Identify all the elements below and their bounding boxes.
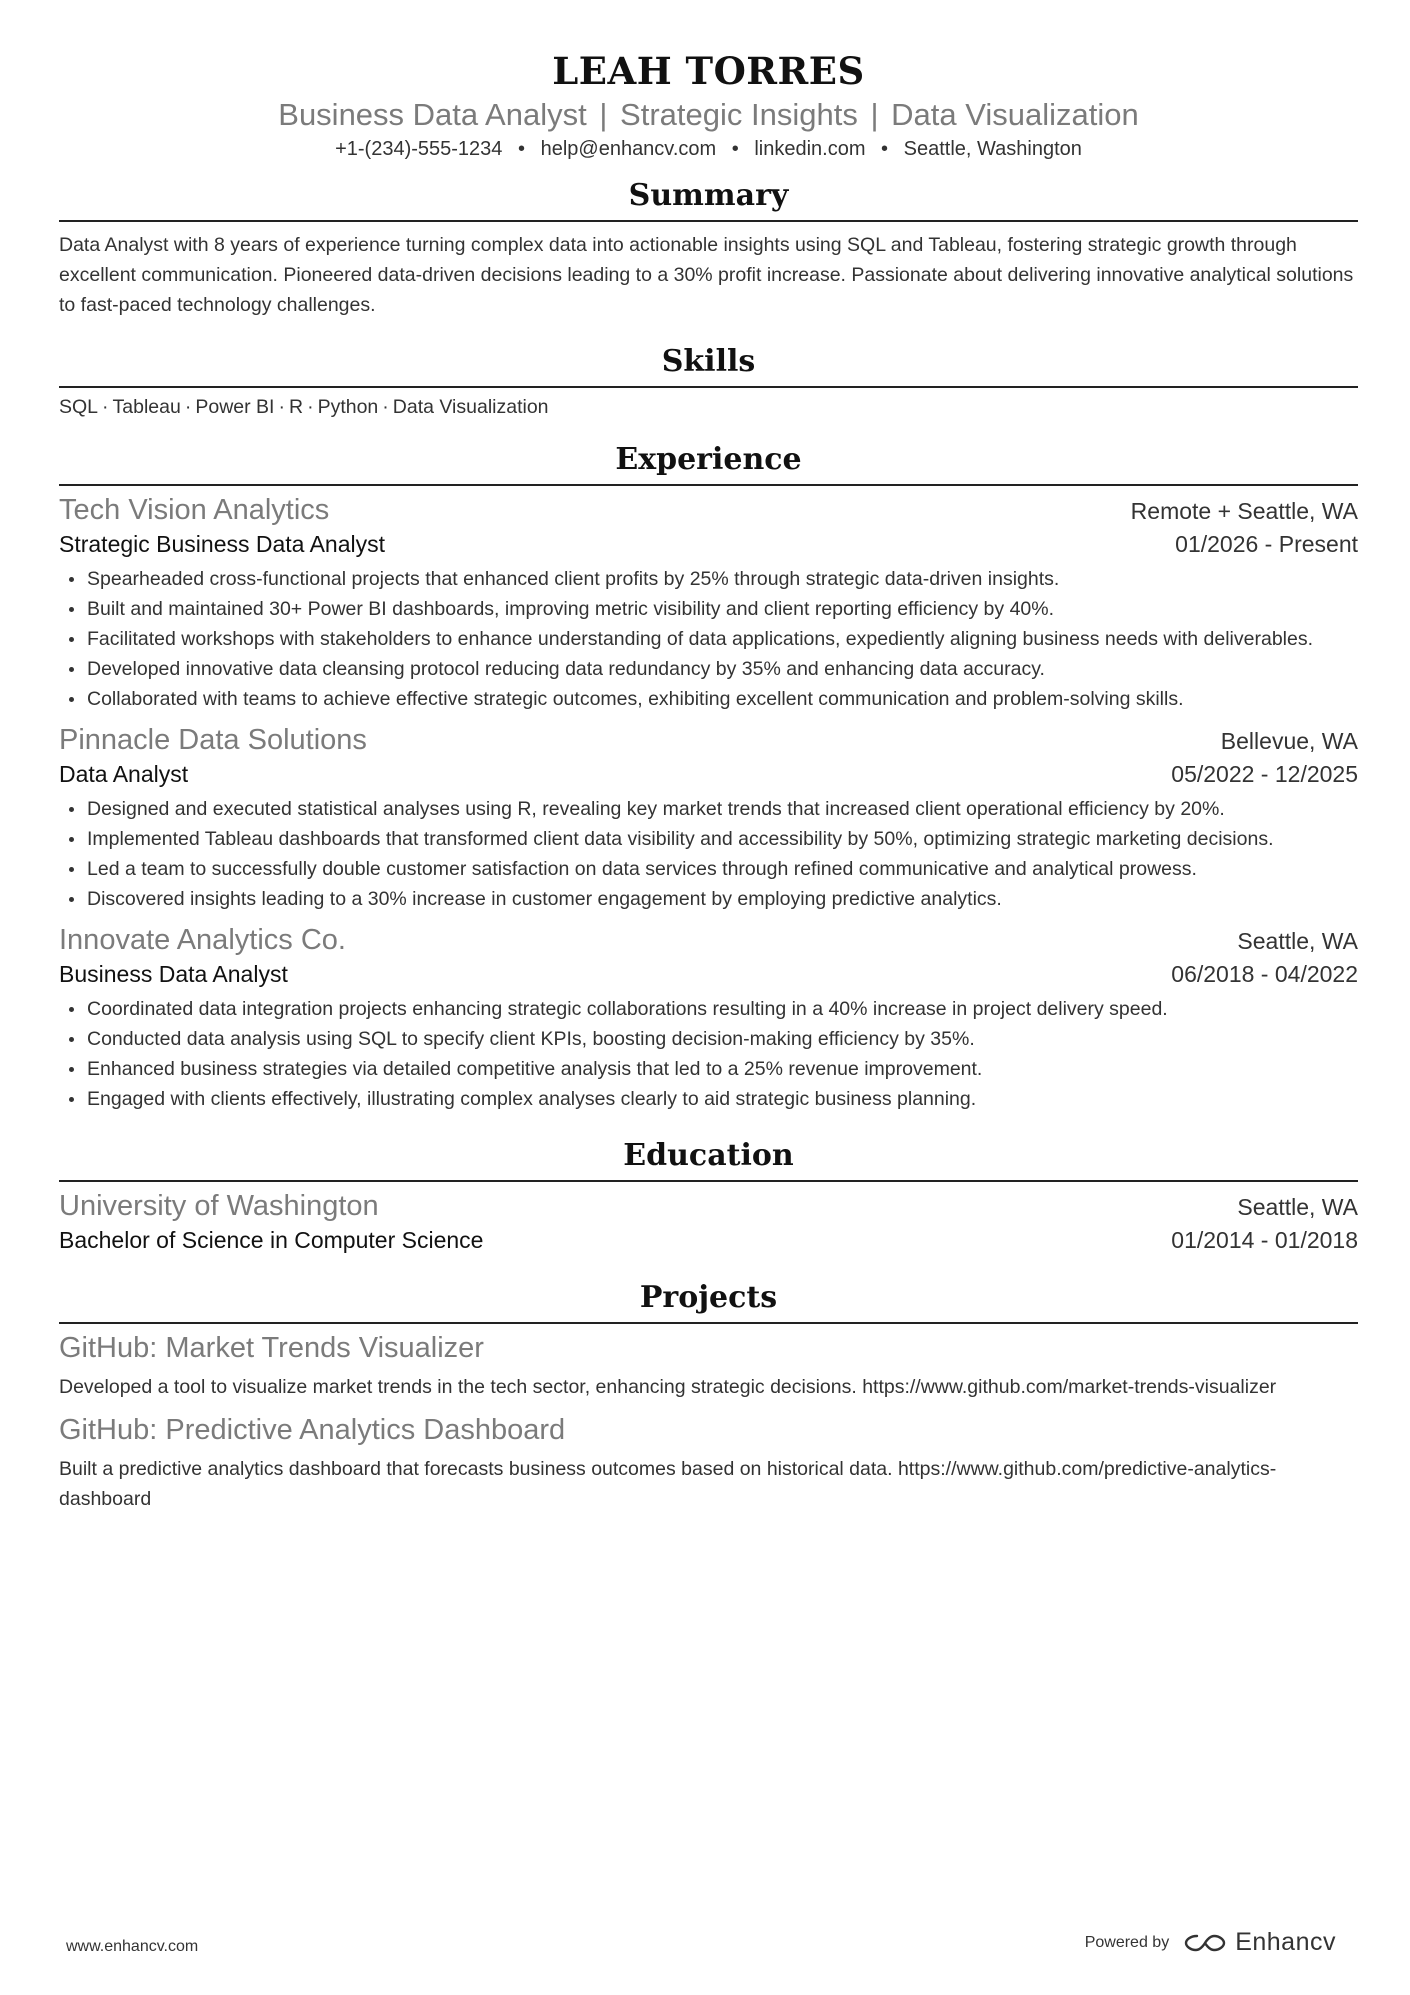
job-bullet: Facilitated workshops with stakeholders to enhance understanding of data applications, expediently aligning business needs with deliverables. (59, 624, 1358, 654)
job-dates: 05/2022 - 12/2025 (1171, 761, 1358, 787)
skill-item: Tableau (112, 396, 181, 418)
skill-separator: · (382, 396, 389, 418)
contact-separator: • (881, 138, 889, 160)
footer-branding (1085, 1928, 1336, 1957)
education-dates: 01/2014 - 01/2018 (1171, 1227, 1358, 1253)
section-heading-experience: Experience (59, 440, 1358, 486)
experience-entry-header (59, 722, 1358, 758)
job-bullet: Discovered insights leading to a 30% increase in customer engagement by employing predictive analytics. (59, 884, 1358, 914)
job-bullet: Conducted data analysis using SQL to specify client KPIs, boosting decision-making efficiency by 35%. (59, 1024, 1358, 1054)
experience-entry-subheader (59, 528, 1358, 560)
job-bullet: Developed innovative data cleansing protocol reducing data redundancy by 35% and enhancing data accuracy. (59, 654, 1358, 684)
experience-section (59, 440, 1358, 1114)
experience-entry (59, 492, 1358, 714)
job-location: Bellevue, WA (1220, 728, 1358, 754)
education-entry (59, 1188, 1358, 1256)
experience-entry (59, 922, 1358, 1114)
section-heading-projects: Projects (59, 1278, 1358, 1324)
skill-item: Python (317, 396, 379, 418)
contact-separator: • (731, 138, 739, 160)
enhancv-logo[interactable] (1183, 1928, 1336, 1957)
contact-linkedin[interactable]: linkedin.com (754, 138, 866, 160)
enhancv-logo-icon (1183, 1931, 1227, 1955)
headline-separator: | (870, 97, 879, 132)
headline (59, 96, 1358, 134)
candidate-name: LEAH TORRES (552, 49, 865, 93)
job-bullets (59, 994, 1358, 1114)
job-bullet: Spearheaded cross-functional projects that enhanced client profits by 25% through strategic data-driven insights. (59, 564, 1358, 594)
summary-text: Data Analyst with 8 years of experience turning complex data into actionable insights using SQL and Tableau, fostering strategic growth through excellent communication. Pioneered data-driven decisions leading to a 30% profit increase. Passionate about delivering innovative analytical solutions to fast-paced technology challenges. (59, 234, 1354, 316)
projects-section (59, 1278, 1358, 1514)
skills-section (59, 342, 1358, 422)
section-heading-skills: Skills (59, 342, 1358, 388)
experience-entry-header (59, 492, 1358, 528)
skill-item: Data Visualization (392, 396, 549, 418)
job-bullets (59, 794, 1358, 914)
skill-item: R (288, 396, 304, 418)
job-location: Remote + Seattle, WA (1130, 498, 1358, 524)
education-entry-subheader (59, 1224, 1358, 1256)
school-name: University of Washington (59, 1190, 379, 1222)
headline-separator: | (599, 97, 608, 132)
company-name: Tech Vision Analytics (59, 494, 330, 526)
job-location: Seattle, WA (1237, 928, 1358, 954)
contact-email[interactable]: help@enhancv.com (540, 138, 717, 160)
project-description: Built a predictive analytics dashboard that forecasts business outcomes based on historical data. https://www.github.com/predictive-analytics-dashboard (59, 1458, 1277, 1510)
experience-entry-header (59, 922, 1358, 958)
footer-website[interactable]: www.enhancv.com (66, 1938, 199, 1955)
headline-title: Business Data Analyst (278, 97, 587, 132)
skill-separator: · (102, 396, 109, 418)
education-section (59, 1136, 1358, 1256)
contact-phone[interactable]: +1-(234)-555-1234 (335, 138, 503, 160)
contact-separator: • (518, 138, 526, 160)
job-bullet: Designed and executed statistical analyses using R, revealing key market trends that increased client operational efficiency by 20%. (59, 794, 1358, 824)
headline-title: Data Visualization (891, 97, 1139, 132)
summary-section (59, 176, 1358, 320)
job-bullet: Engaged with clients effectively, illustrating complex analyses clearly to aid strategic business planning. (59, 1084, 1358, 1114)
job-bullet: Enhanced business strategies via detailed competitive analysis that led to a 25% revenue improvement. (59, 1054, 1358, 1084)
section-heading-education: Education (59, 1136, 1358, 1182)
job-bullet: Built and maintained 30+ Power BI dashboards, improving metric visibility and client reporting efficiency by 40%. (59, 594, 1358, 624)
education-entry-header (59, 1188, 1358, 1224)
job-title: Strategic Business Data Analyst (59, 531, 385, 557)
headline-title: Strategic Insights (620, 97, 858, 132)
contact-location: Seattle, Washington (903, 138, 1082, 160)
skill-item: Power BI (195, 396, 275, 418)
skill-separator: · (307, 396, 314, 418)
experience-entry (59, 722, 1358, 914)
project-entry (59, 1412, 1358, 1514)
job-title: Business Data Analyst (59, 961, 288, 987)
section-heading-summary: Summary (59, 176, 1358, 222)
resume-header (59, 0, 1358, 162)
job-title: Data Analyst (59, 761, 189, 787)
skill-separator: · (184, 396, 192, 418)
project-entry (59, 1330, 1358, 1402)
skill-separator: · (278, 396, 285, 418)
job-bullet: Coordinated data integration projects enhancing strategic collaborations resulting in a 40% increase in project delivery speed. (59, 994, 1358, 1024)
company-name: Pinnacle Data Solutions (59, 724, 367, 756)
job-dates: 06/2018 - 04/2022 (1171, 961, 1358, 987)
job-bullet: Led a team to successfully double customer satisfaction on data services through refined communicative and analytical prowess. (59, 854, 1358, 884)
school-location: Seattle, WA (1237, 1194, 1358, 1220)
experience-entry-subheader (59, 958, 1358, 990)
brand-name: Enhancv (1235, 1928, 1336, 1956)
project-description: Developed a tool to visualize market trends in the tech sector, enhancing strategic decisions. https://www.github.com/market-trends-visualizer (59, 1376, 1277, 1398)
job-bullets (59, 564, 1358, 714)
job-bullet: Implemented Tableau dashboards that transformed client data visibility and accessibility by 50%, optimizing strategic marketing decisions. (59, 824, 1358, 854)
degree: Bachelor of Science in Computer Science (59, 1227, 484, 1253)
job-bullet: Collaborated with teams to achieve effective strategic outcomes, exhibiting excellent communication and problem-solving skills. (59, 684, 1358, 714)
skill-item: SQL (59, 396, 99, 418)
resume-page (59, 0, 1358, 1514)
company-name: Innovate Analytics Co. (59, 924, 346, 956)
powered-by-label: Powered by (1084, 1933, 1170, 1951)
job-dates: 01/2026 - Present (1175, 531, 1358, 557)
project-name: GitHub: Predictive Analytics Dashboard (59, 1414, 566, 1446)
project-name: GitHub: Market Trends Visualizer (59, 1332, 484, 1364)
skills-list (59, 392, 1358, 422)
contact-line (59, 136, 1358, 162)
experience-entry-subheader (59, 758, 1358, 790)
